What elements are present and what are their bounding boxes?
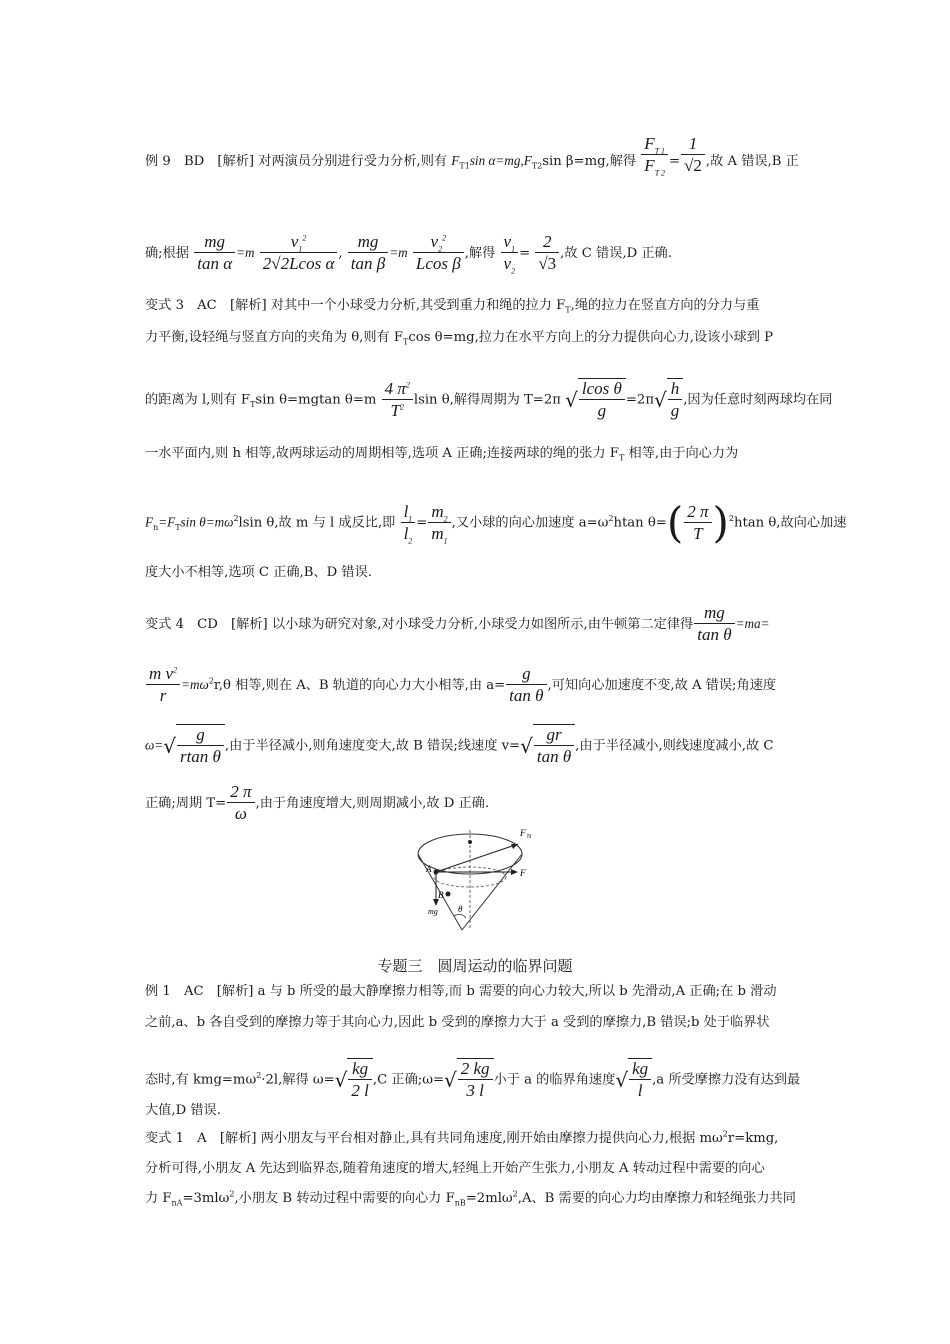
label-a: A xyxy=(426,864,432,874)
paragraph-example1-line3: 态时,有 $kmg=m\omega^2\cdot 2l$,解得 ω=√ $\frac{kg}{2 l}$ ,C 正确;ω=√ $\frac{2 kg}{3 l}$ 小于 a 的临界角速度√ $\frac{kg}{l}$ ,a 所受摩擦力没有达到最 xyxy=(145,1059,801,1100)
paragraph-example1-line4: 大值,D 错误. xyxy=(145,1103,221,1118)
paragraph-variant1-line2: 分析可得,小朋友 A 先达到临界态,随着角速度的增大,轻绳上开始产生张力,小朋友 A 转动过程中需要的向心 xyxy=(145,1161,765,1176)
paragraph-variant3-line4: 一水平面内,则 h 相等,故两球运动的周期相等,选项 A 正确;连接两球的绳的张力 $F_T$ 相等,由于向心力为 xyxy=(145,446,739,463)
paragraph-example1-line1: 例 1 AC [解析] a 与 b 所受的最大静摩擦力相等,而 b 需要的向心力较大,所以 b 先滑动,A 正确;在 b 滑动 xyxy=(145,984,777,999)
sqrt-icon: √ xyxy=(520,734,533,758)
cone-figure-svg xyxy=(408,822,548,934)
fraction-mg-tan-theta: $\frac{mg}{\text{tan θ}}$ xyxy=(694,603,734,646)
paragraph-variant4-line3: ω=√ $\frac{g}{\text{rtan θ}}$ ,由于半径减小,则角速度变大,故 B 错误;线速度 v=√ $\frac{gr}{\text{tan θ}}$ ,由于半径减小,则线速度减小,故 C xyxy=(145,725,774,766)
fraction-mv2-r: $\frac{m v^2}{r}$ xyxy=(146,664,180,707)
fraction-2pi-omega: $\frac{2 \pi}{\omega}$ xyxy=(227,782,254,825)
sqrt-icon: √ xyxy=(163,734,176,758)
fraction-2pi-T: $\frac{2 \pi}{T}$ xyxy=(684,502,711,545)
paragraph-variant3-line2: 力平衡,设轻绳与竖直方向的夹角为 θ,则有 $F_T\cos$ θ=mg,拉力在水平方向上的分力提供向心力,设该小球到 P xyxy=(145,330,773,347)
paragraph-variant4-line2: $\frac{m v^2}{r}$ $=m\omega^2r,\theta$ 相等,则在 A、B 轨道的向心力大小相等,由 a= $\frac{g}{\text{tan θ}}$ ,可知向心加速度不变,故 A 错误;角速度 xyxy=(145,664,810,707)
fraction-l1-l2: $\frac{l_1}{l_2}$ xyxy=(401,502,416,545)
sqrt-icon: √ xyxy=(615,1068,629,1092)
paragraph-variant3-line3: 的距离为 l,则有 $F_T\sin$ θ=mgtan θ=m $\frac{4 \pi^2}{T^2}$ lsin θ,解得周期为 T=2π √ $\frac{\text{lcos θ}}{g}$ =2π√ $\frac{h}{g}$ ,因为任意时刻两球均在同 xyxy=(145,378,833,420)
fraction-m2-m1: $\frac{m_2}{m_1}$ xyxy=(428,502,450,545)
paragraph-variant3-line1: 变式 3 AC [解析] 对其中一个小球受力分析,其受到重力和绳的拉力 $F_T$,绳的拉力在竖直方向的分力与重 xyxy=(145,298,760,315)
label-fn: F xyxy=(520,828,526,838)
fraction-g-tan-theta: $\frac{g}{\text{tan θ}}$ xyxy=(506,664,546,707)
paragraph-variant3-line5: $F_n=F_T\sin$ $\theta=m\omega^2lsin$ θ,故 m 与 l 成反比,即 $\frac{l_1}{l_2}$ = $\frac{m_2}{m_1}$ ,又小球的向心加速度 $a=\omega^2htan$ θ=( $\frac{2 \pi}{T}$ )$^2$htan θ,故向心加速 xyxy=(145,498,847,547)
fraction-mg-tan-beta: $\frac{mg}{\text{tan β}}$ xyxy=(348,232,388,275)
paragraph-variant4-line1: 变式 4 CD [解析] 以小球为研究对象,对小球受力分析,小球受力如图所示,由牛顿第二定律得 $\frac{mg}{\text{tan θ}}$ =ma= xyxy=(145,603,770,644)
fraction-2kg-3l: $\frac{2 kg}{3 l}$ xyxy=(458,1059,493,1102)
fraction-mg-tan-alpha: $\frac{mg}{\text{tan α}}$ xyxy=(194,232,235,275)
sqrt-icon: √ xyxy=(334,1068,348,1092)
svg-text:N: N xyxy=(527,834,532,840)
paragraph-example1-line2: 之前,a、b 各自受到的摩擦力等于其向心力,因此 b 受到的摩擦力大于 a 受到的摩擦力,B 错误;b 处于临界状 xyxy=(145,1015,770,1030)
fraction-ft1-ft2: $\frac{F_{T 1}}{F_{T 2}}$ xyxy=(641,134,668,177)
sqrt-icon: √ xyxy=(565,388,578,412)
fraction-v1-v2: $\frac{v_1}{v_2}$ xyxy=(501,232,519,275)
fraction-gr-tan: $\frac{gr}{\text{tan θ}}$ xyxy=(534,725,574,768)
label-mg: mg xyxy=(428,907,438,916)
paragraph-example9-line2: 确;根据 $\frac{mg}{\text{tan α}}$ =m $\frac{v_1^2}{\text{2√2Lcos α}}$ , $\frac{mg}{\text{tan β}}$ =m $\frac{v_2^2}{\text{Lcos β}}$ ,解得 $\frac{v_1}{v_2}$ = $\frac{2}{√3}$ ,故 C 错误,D 正确. xyxy=(145,232,672,276)
paragraph-variant3-line6: 度大小不相等,选项 C 正确,B、D 错误. xyxy=(145,565,372,580)
sqrt-icon: √ xyxy=(653,388,667,412)
sqrt-icon: √ xyxy=(444,1068,457,1092)
paragraph-example9-line1: 例 9 BD [解析] 对两演员分别进行受力分析,则有 $F_{T1}\sin$ $\alpha=mg,F_{T2}\sin$ β=mg,解得 $\frac{F_{T 1}}{F_{T 2}}$ = $\frac{1}{√2}$ ,故 A 错误,B 正 xyxy=(145,134,799,178)
fraction-4pi2-T2: $\frac{4 \pi^2}{T^2}$ xyxy=(382,379,413,422)
fraction-2-root3: $\frac{2}{√3}$ xyxy=(535,232,559,275)
fraction-v2sq: $\frac{v_2^2}{\text{Lcos β}}$ xyxy=(413,232,464,275)
fraction-g-rtan: $\frac{g}{\text{rtan θ}}$ xyxy=(177,725,224,768)
section-title: 专题三 圆周运动的临界问题 xyxy=(377,957,573,975)
fraction-h-g: $\frac{h}{g}$ xyxy=(668,379,683,422)
cone-force-diagram xyxy=(408,822,548,938)
label-theta: θ xyxy=(458,904,463,914)
fraction-kg-l: $\frac{kg}{l}$ xyxy=(629,1059,651,1102)
label-b: B xyxy=(438,890,444,900)
fraction-v1sq: $\frac{v_1^2}{\text{2√2Lcos α}}$ xyxy=(260,232,338,275)
fraction-lcos-g: $\frac{\text{lcos θ}}{g}$ xyxy=(579,379,625,422)
paragraph-variant4-line4: 正确;周期 T= $\frac{2 \pi}{\omega}$ ,由于角速度增大,则周期减小,故 D 正确. xyxy=(145,782,490,823)
label-f: F xyxy=(520,868,526,878)
paragraph-variant1-line1: 变式 1 A [解析] 两小朋友与平台相对静止,具有共同角速度,刚开始由摩擦力提供向心力,根据 $m\omega^2r=kmg$, xyxy=(145,1129,779,1146)
fraction-kg-2l: $\frac{kg}{2 l}$ xyxy=(348,1059,371,1102)
paragraph-variant1-line3: 力 $F_{nA}=3ml\omega^2$,小朋友 B 转动过程中需要的向心力 $F_{nB}=2ml\omega^2,A$、B 需要的向心力均由摩擦力和轻绳张力共同 xyxy=(145,1189,796,1208)
fraction-1-root2: $\frac{1}{√2}$ xyxy=(681,134,705,177)
